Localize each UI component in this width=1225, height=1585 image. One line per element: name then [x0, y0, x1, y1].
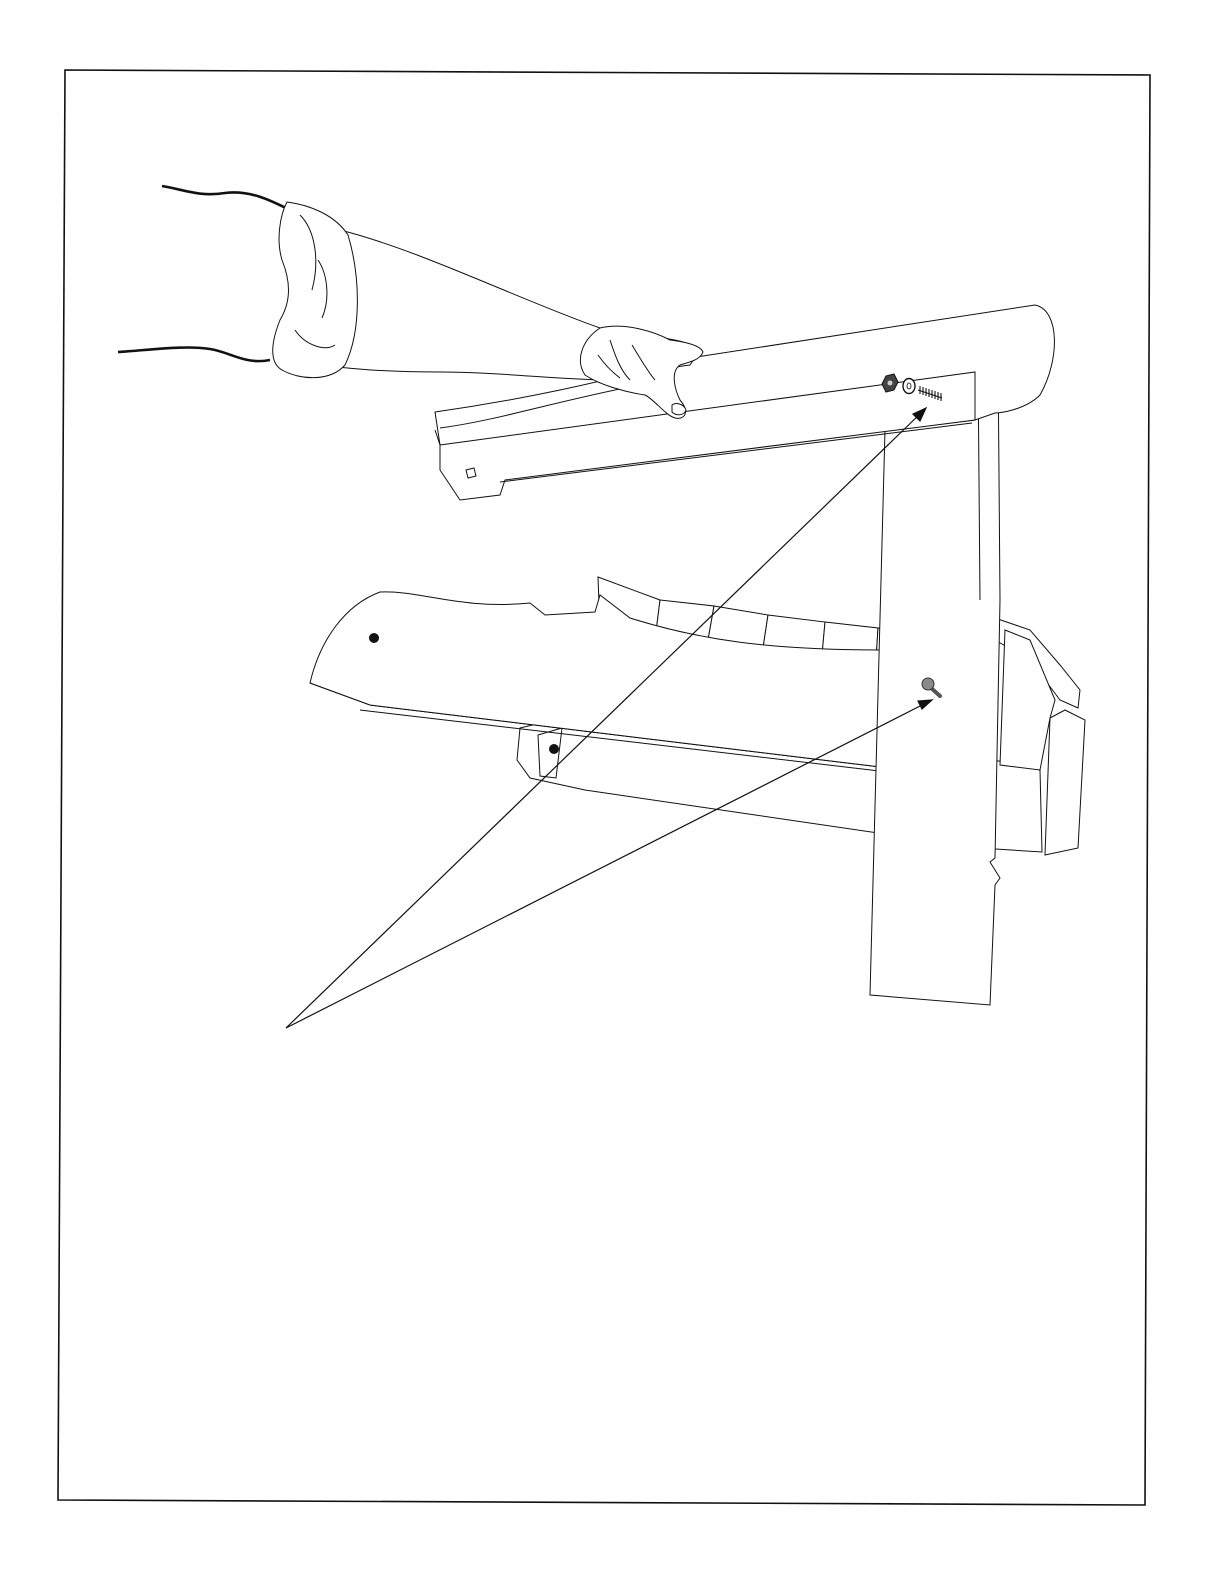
arm-rest-bolt-hole: [466, 468, 476, 478]
sleeve-line-top: [162, 186, 290, 210]
washer-hole: [907, 383, 911, 389]
sleeve-cuff: [273, 202, 358, 378]
seat-hole-lower: [549, 744, 559, 754]
sleeve-line-bottom: [118, 347, 270, 361]
back-leg-board: [870, 352, 1000, 1005]
seat-hole-front: [369, 633, 379, 643]
back-leg: [870, 352, 1000, 1005]
nut-hole: [888, 381, 893, 386]
hand-illustration: [118, 186, 703, 418]
front-apron-board: [1045, 710, 1085, 855]
